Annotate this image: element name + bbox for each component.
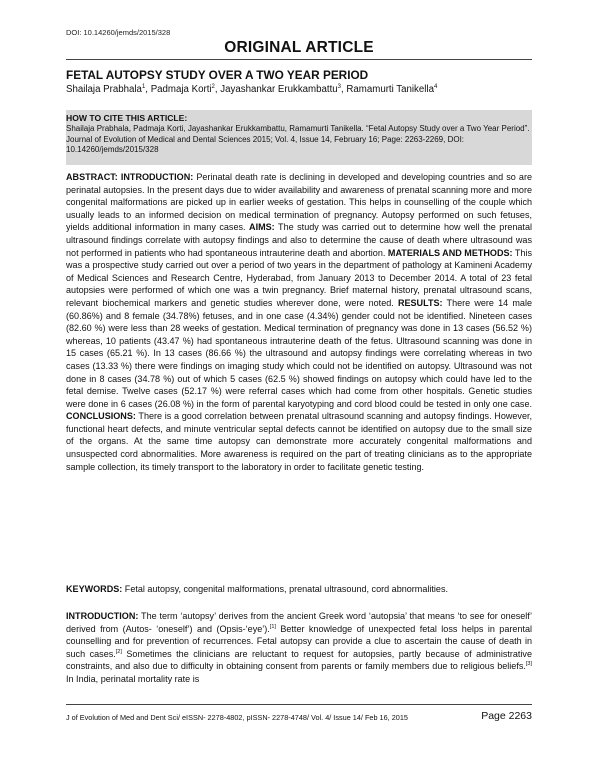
abstract-section-label: AIMS: [249, 222, 275, 233]
author-affiliation: 1 [141, 83, 146, 90]
abstract-section-text: This was a prospective study carried out over a period of two years in the department of pathology at Kamineni Academy of Medical Sciences and Research Centre, Hyderabad, from January 2013 to December 2014. A total of 23 fetal autopsies were performed of which one was a twin pregnancy. Brief maternal history, prenatal ultrasound scans, relevant biochemical markers and genetic studies wherever done, were noted. [66, 247, 532, 308]
citation-reference: [1] [269, 623, 276, 630]
author-affiliation: 2 [211, 83, 215, 90]
introduction-text: Better knowledge of unexpected fetal loss helps in parental counselling and for prevention of recurrences. Fetal autopsy can provide a clue to ascertain the cause of death in such cases. [66, 623, 532, 659]
author-separator: , [145, 84, 151, 95]
keywords-label: KEYWORDS: [66, 584, 123, 594]
author-list [66, 84, 437, 95]
abstract-section-text: The study was carried out to determine how well the prenatal ultrasound findings correlate with autopsy findings and also to determine the cause of death where ultrasound was not performed in patients who had spontaneous intrauterine death and abortion. [66, 222, 532, 258]
citation-reference: [2] [115, 648, 122, 655]
introduction-text: In India, perinatal mortality rate is [66, 673, 200, 684]
author-affiliation: 4 [434, 83, 438, 90]
introduction-text: Sometimes the clinicians are reluctant to request for autopsies, partly because of administrative constraints, and also due to difficulty in obtaining consent from parents or family members due to religious beliefs. [66, 648, 532, 672]
page-footer [66, 710, 532, 724]
header-rule [66, 59, 532, 60]
abstract-section-label: ABSTRACT: INTRODUCTION: [66, 172, 194, 182]
introduction [66, 610, 532, 686]
author-name: Padmaja Korti [150, 84, 212, 95]
author-name: Ramamurti Tanikella [346, 84, 434, 95]
author-name: Shailaja Prabhala [66, 84, 142, 95]
article-title: FETAL AUTOPSY STUDY OVER A TWO YEAR PERIOD [66, 68, 369, 82]
keywords [66, 583, 532, 596]
author-affiliation: 3 [337, 83, 342, 90]
abstract-section-label: CONCLUSIONS: [66, 411, 136, 422]
abstract-section-text: Perinatal death rate is declining in developed and developing countries and so are perinatal autopsies. In the present days due to wider availability and awareness of prenatal scanning more and more congenital malformations are picked up in earlier weeks of gestation. This helps in counselling of the couple which usually leads to an informed decision on medical termination of pregnancy. Autopsy performed on such fetuses, yields additional information in many cases. [66, 172, 532, 233]
citation-heading: HOW TO CITE THIS ARTICLE: [66, 113, 188, 123]
abstract-section-label: MATERIALS AND METHODS: [387, 247, 513, 258]
citation-box [66, 110, 532, 165]
citation-text: Shailaja Prabhala, Padmaja Korti, Jayashankar Erukkambattu, Ramamurti Tanikella. “Fetal Autopsy Study over a Two Year Period”. Journal of Evolution of Medical and Dental Sciences 2015; Vol. 4, Issue 14, February 16; Page: 2263-2269, DOI: 10.14260/jemds/2015/328 [66, 124, 530, 155]
abstract-section-label: RESULTS: [397, 297, 443, 308]
article-type-banner: ORIGINAL ARTICLE [224, 39, 374, 56]
doi-header: DOI: 10.14260/jemds/2015/328 [66, 28, 171, 37]
abstract-section-text: There is a good correlation between prenatal ultrasound scanning and autopsy findings. However, functional heart defects, and minute ventricular septal defects cannot be identified on autopsy due to the small size of the organs. At the same time autopsy can demonstrate more accurately congenital malformations and unsuspected cord abnormalities. More awareness is required on the part of treating clinicians as to the appropriate sample collection, its timely transport to the laboratory in order to facilitate genetic testing. [66, 411, 532, 472]
author-separator: , [341, 84, 347, 95]
page-number: Page 2263 [481, 710, 532, 722]
abstract-section-text: There were 14 male (60.86%) and 8 female (34.78%) fetuses, and in one case (4.34%) gender could not be identified. Nineteen cases (82.60 %) were less than 28 weeks of gestation. Medical termination of pregnancy was done in 13 cases (56.52 %) whereas, 10 patients (43.47 %) had spontaneous intrauterine death of the fetus. Ultrasound scanning was done in 15 cases (65.21 %). In 13 cases (86.66 %) the ultrasound and autopsy findings were correlating whereas in two cases (13.33 %) there were findings on imaging study which could not be identified on autopsy. Ultrasound was not done in 8 cases (34.78 %) out of which 5 cases (62.5 %) showed findings on autopsy which could have led to the fetal demise. Twelve cases (52.17 %) were referral cases which had come from other hospitals. Genetic studies were done in 6 cases (26.08 %) in the form of parental karyotyping and cord blood could be tested in only one case. [66, 297, 532, 409]
introduction-text: The term ‘autopsy’ derives from the ancient Greek word ‘autopsia’ that means ‘to see for oneself’ derived from (Autos- ‘oneself’) and (Opsis-‘eye’). [66, 611, 532, 634]
author-separator: , [214, 84, 221, 95]
abstract [66, 171, 532, 473]
journal-citation-footer: J of Evolution of Med and Dent Sci/ eISSN- 2278-4802, pISSN- 2278-4748/ Vol. 4/ Issue 14/ Feb 16, 2015 [66, 713, 408, 722]
introduction-label: INTRODUCTION: [66, 611, 139, 621]
citation-reference: [3] [525, 661, 532, 668]
keywords-text: Fetal autopsy, congenital malformations, prenatal ultrasound, cord abnormalities. [122, 584, 448, 594]
author-name: Jayashankar Erukkambattu [220, 84, 338, 95]
footer-rule [66, 704, 532, 705]
